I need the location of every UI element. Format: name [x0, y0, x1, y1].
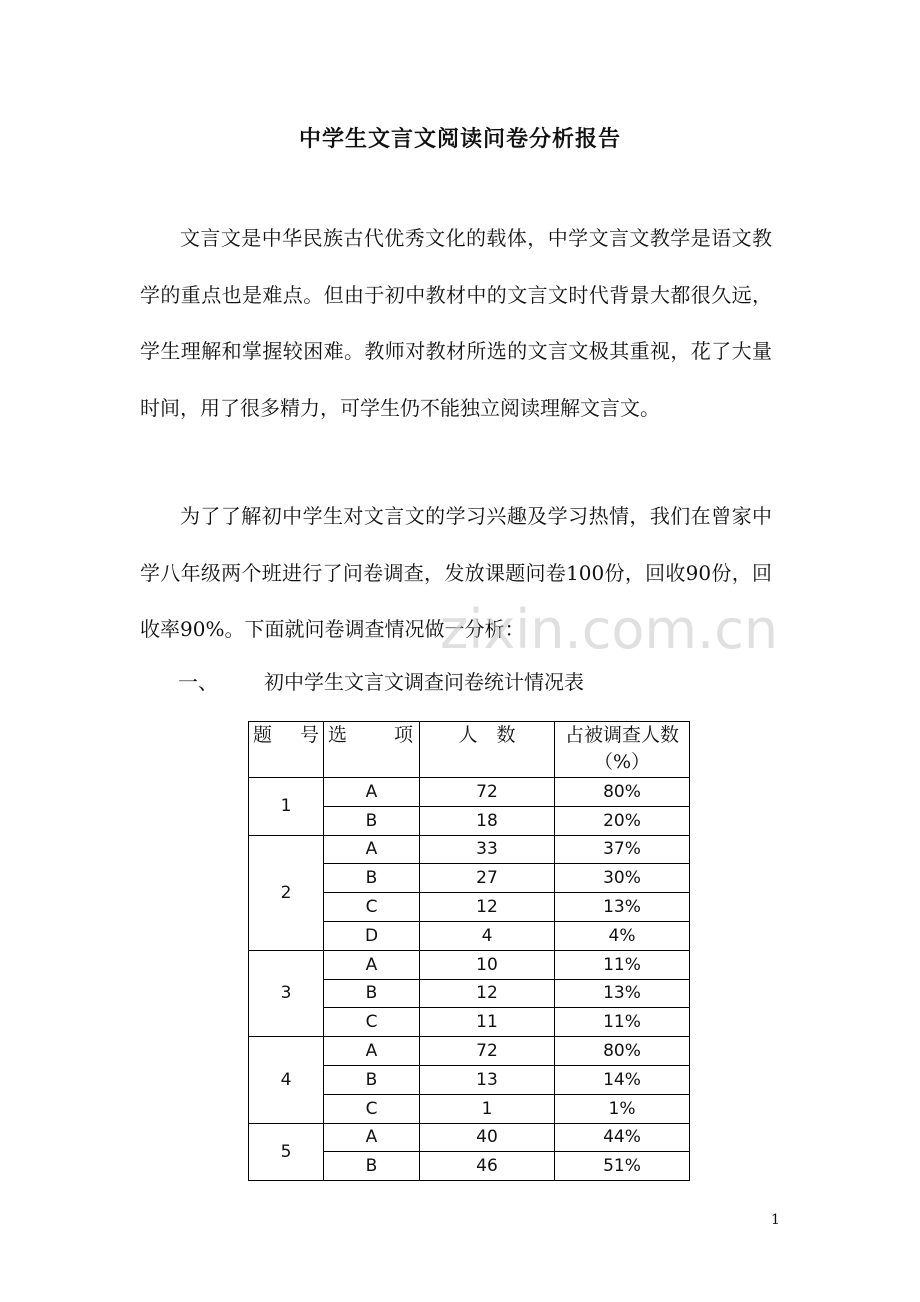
paragraph-survey: 为了了解初中学生对文言文的学习兴趣及学习热情，我们在曾家中学八年级两个班进行了问卷调查，发放课题问卷100份，回收90份，回收率90%。下面就问卷调查情况做一分析： — [140, 504, 772, 641]
header-percentage: 占被调查人数（%） — [555, 722, 690, 778]
count-cell: 12 — [420, 979, 555, 1008]
table-row — [249, 1123, 690, 1152]
count-cell: 12 — [420, 893, 555, 922]
percentage-cell: 20% — [555, 806, 690, 835]
document-title: 中学生文言文阅读问卷分析报告 — [298, 127, 621, 152]
percentage-cell: 51% — [555, 1152, 690, 1181]
option-cell: B — [324, 806, 420, 835]
option-cell: A — [324, 778, 420, 807]
count-cell: 40 — [420, 1123, 555, 1152]
section-number: 一、 — [178, 670, 218, 694]
table-body — [249, 778, 690, 1181]
percentage-cell: 4% — [555, 921, 690, 950]
count-cell: 18 — [420, 806, 555, 835]
option-cell: B — [324, 1152, 420, 1181]
count-cell: 33 — [420, 835, 555, 864]
count-cell: 4 — [420, 921, 555, 950]
table-row — [249, 835, 690, 864]
header-option: 选 项 — [324, 722, 420, 778]
percentage-cell: 1% — [555, 1094, 690, 1123]
section-heading — [178, 660, 584, 704]
header-count: 人 数 — [420, 722, 555, 778]
header-question-number: 题 号 — [249, 722, 324, 778]
table-row — [249, 778, 690, 807]
option-cell: A — [324, 1037, 420, 1066]
count-cell: 46 — [420, 1152, 555, 1181]
count-cell: 72 — [420, 778, 555, 807]
percentage-cell: 13% — [555, 979, 690, 1008]
percentage-cell: 37% — [555, 835, 690, 864]
question-number-cell: 1 — [249, 778, 324, 836]
option-cell: A — [324, 835, 420, 864]
question-number-cell: 5 — [249, 1123, 324, 1181]
option-cell: B — [324, 864, 420, 893]
option-cell: A — [324, 1123, 420, 1152]
question-number-cell: 4 — [249, 1037, 324, 1123]
option-cell: B — [324, 1065, 420, 1094]
count-cell: 27 — [420, 864, 555, 893]
percentage-cell: 11% — [555, 1008, 690, 1037]
option-cell: C — [324, 893, 420, 922]
option-cell: B — [324, 979, 420, 1008]
count-cell: 11 — [420, 1008, 555, 1037]
percentage-cell: 30% — [555, 864, 690, 893]
percentage-cell: 13% — [555, 893, 690, 922]
count-cell: 13 — [420, 1065, 555, 1094]
statistics-table — [248, 721, 690, 1181]
count-cell: 10 — [420, 950, 555, 979]
page-number: 1 — [771, 1212, 780, 1228]
percentage-cell: 80% — [555, 1037, 690, 1066]
percentage-cell: 14% — [555, 1065, 690, 1094]
count-cell: 1 — [420, 1094, 555, 1123]
table-header-row — [249, 722, 690, 778]
question-number-cell: 2 — [249, 835, 324, 950]
section-title: 初中学生文言文调查问卷统计情况表 — [264, 670, 584, 694]
option-cell: C — [324, 1008, 420, 1037]
table-row — [249, 950, 690, 979]
watermark: zixin.com.cn — [440, 598, 779, 661]
option-cell: A — [324, 950, 420, 979]
paragraph-intro: 文言文是中华民族古代优秀文化的载体，中学文言文教学是语文教学的重点也是难点。但由于初中教材中的文言文时代背景大都很久远，学生理解和掌握较困难。教师对教材所选的文言文极其重视，花了大量时间，用了很多精力，可学生仍不能独立阅读理解文言文。 — [140, 226, 772, 420]
percentage-cell: 80% — [555, 778, 690, 807]
table-row — [249, 1037, 690, 1066]
question-number-cell: 3 — [249, 950, 324, 1036]
option-cell: C — [324, 1094, 420, 1123]
count-cell: 72 — [420, 1037, 555, 1066]
option-cell: D — [324, 921, 420, 950]
percentage-cell: 44% — [555, 1123, 690, 1152]
percentage-cell: 11% — [555, 950, 690, 979]
